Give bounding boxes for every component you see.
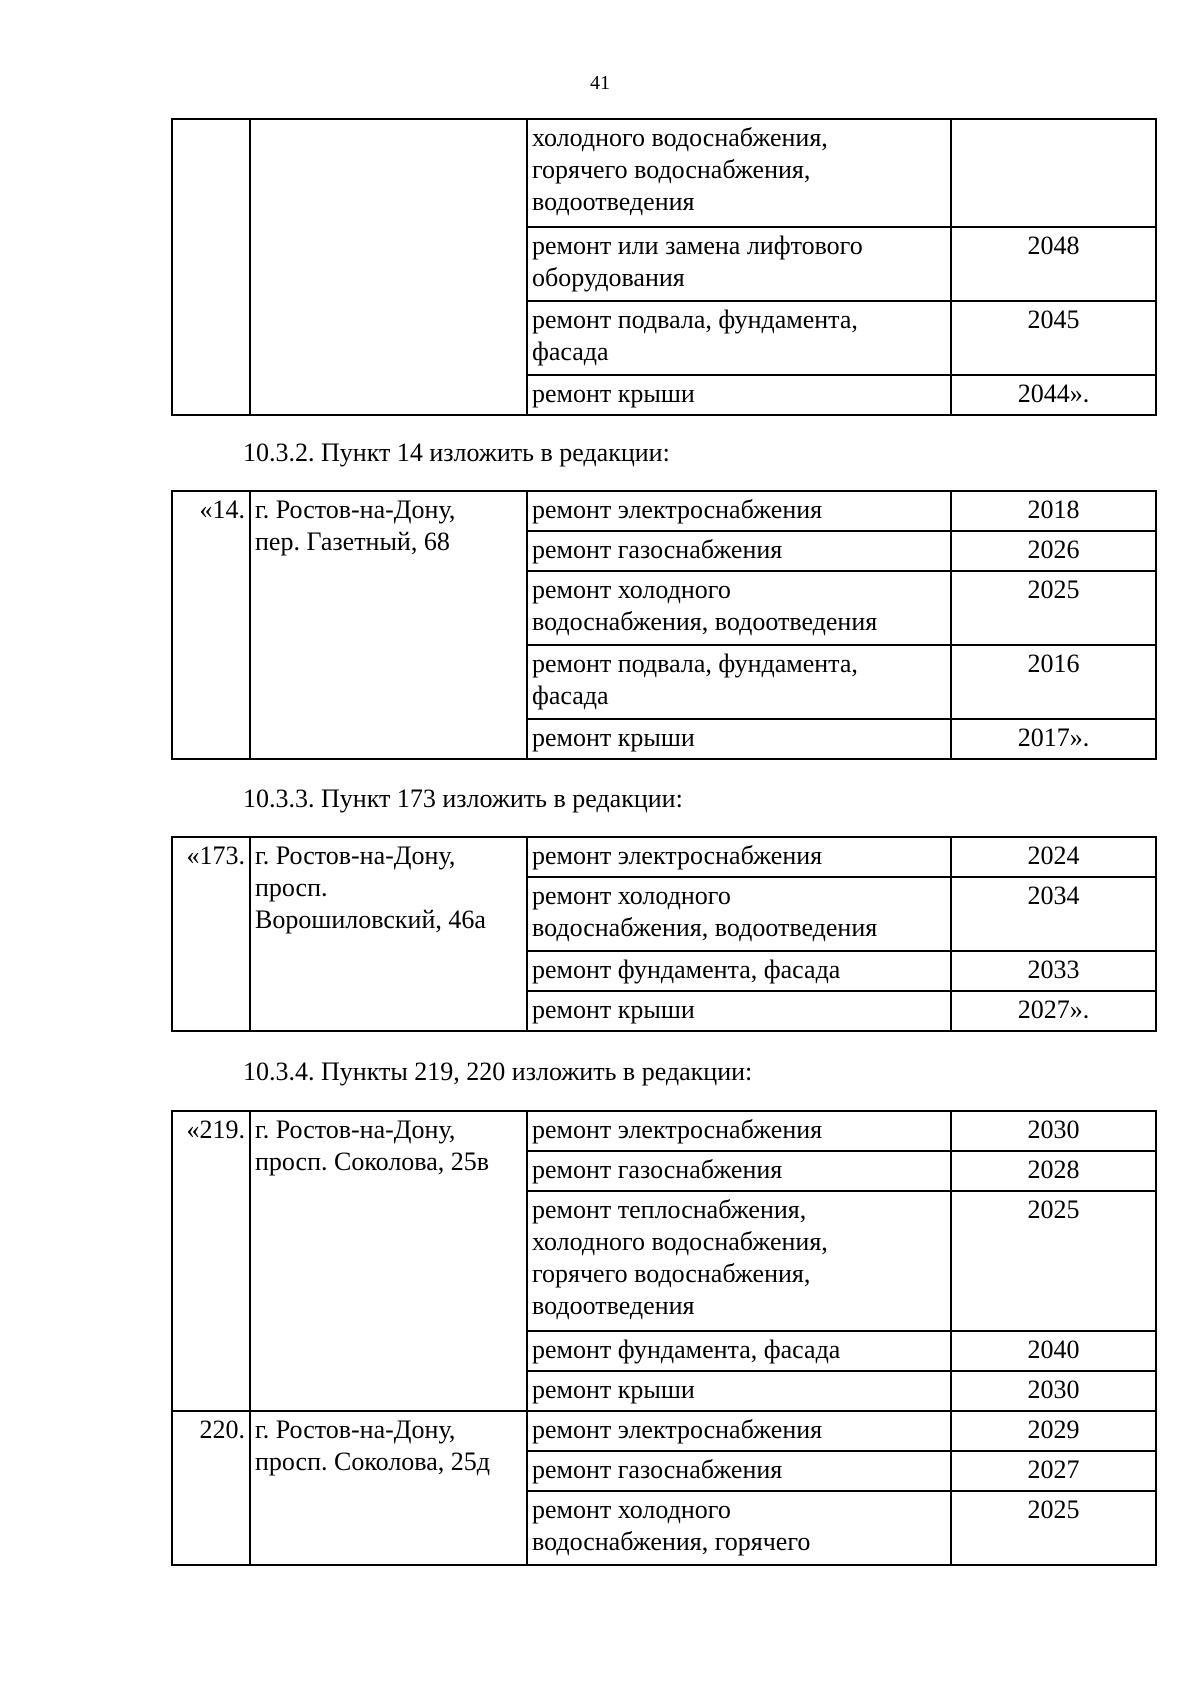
work-cell: ремонт подвала, фундамента, фасада [527,645,951,719]
table-row [172,491,1156,531]
year-cell: 2030 [951,1111,1156,1151]
table-row [172,1411,1156,1451]
work-cell: ремонт газоснабжения [527,531,951,571]
work-cell: ремонт холодного водоснабжения, горячего [527,1491,951,1565]
year-cell: 2025 [951,571,1156,645]
year-cell: 2028 [951,1151,1156,1191]
item-number-cell: «14. [172,491,250,759]
item-number-cell [172,119,250,415]
year-cell: 2044». [951,375,1156,415]
work-cell: ремонт газоснабжения [527,1151,951,1191]
year-cell: 2040 [951,1331,1156,1371]
year-cell: 2048 [951,227,1156,301]
work-cell: ремонт крыши [527,375,951,415]
year-cell: 2018 [951,491,1156,531]
address-cell: г. Ростов-на-Дону, просп. Ворошиловский, 46а [250,837,527,1031]
year-cell: 2027». [951,991,1156,1031]
item-number-cell: «173. [172,837,250,1031]
year-cell: 2025 [951,1191,1156,1331]
table-row [172,1111,1156,1151]
table-item-14 [171,490,1157,760]
address-cell: г. Ростов-на-Дону, просп. Соколова, 25в [250,1111,527,1411]
work-cell: ремонт крыши [527,719,951,759]
work-cell: ремонт газоснабжения [527,1451,951,1491]
section-heading: 10.3.4. Пункты 219, 220 изложить в редакции: [243,1057,753,1086]
address-cell [250,119,527,415]
year-cell: 2025 [951,1491,1156,1565]
work-cell: ремонт крыши [527,991,951,1031]
year-cell: 2016 [951,645,1156,719]
year-cell [951,119,1156,227]
section-heading: 10.3.2. Пункт 14 изложить в редакции: [243,438,670,467]
work-cell: холодного водоснабжения, горячего водоснабжения, водоотведения [527,119,951,227]
work-cell: ремонт подвала, фундамента, фасада [527,301,951,375]
year-cell: 2033 [951,951,1156,991]
table-items-219-220 [171,1110,1157,1566]
work-cell: ремонт электроснабжения [527,1111,951,1151]
year-cell: 2045 [951,301,1156,375]
page-number: 41 [590,72,610,94]
table-item-173 [171,836,1157,1032]
work-cell: ремонт крыши [527,1371,951,1411]
year-cell: 2030 [951,1371,1156,1411]
item-number-cell: «219. [172,1111,250,1411]
work-cell: ремонт электроснабжения [527,491,951,531]
work-cell: ремонт или замена лифтового оборудования [527,227,951,301]
table-continuation [171,118,1157,416]
address-cell: г. Ростов-на-Дону, пер. Газетный, 68 [250,491,527,759]
year-cell: 2017». [951,719,1156,759]
work-cell: ремонт электроснабжения [527,837,951,877]
work-cell: ремонт фундамента, фасада [527,1331,951,1371]
table-row [172,837,1156,877]
work-cell: ремонт фундамента, фасада [527,951,951,991]
work-cell: ремонт электроснабжения [527,1411,951,1451]
year-cell: 2027 [951,1451,1156,1491]
year-cell: 2024 [951,837,1156,877]
work-cell: ремонт холодного водоснабжения, водоотведения [527,571,951,645]
table-row [172,119,1156,227]
year-cell: 2026 [951,531,1156,571]
item-number-cell: 220. [172,1411,250,1565]
section-heading: 10.3.3. Пункт 173 изложить в редакции: [243,784,683,813]
address-cell: г. Ростов-на-Дону, просп. Соколова, 25д [250,1411,527,1565]
work-cell: ремонт теплоснабжения, холодного водоснабжения, горячего водоснабжения, водоотведения [527,1191,951,1331]
work-cell: ремонт холодного водоснабжения, водоотведения [527,877,951,951]
year-cell: 2029 [951,1411,1156,1451]
year-cell: 2034 [951,877,1156,951]
